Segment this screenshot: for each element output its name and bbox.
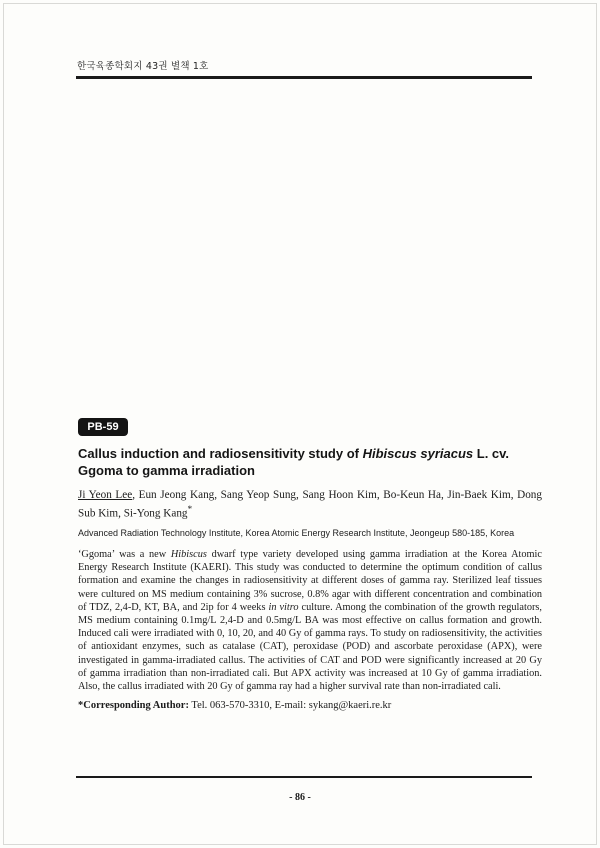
page-number: - 86 - (289, 792, 311, 803)
co-authors: , Eun Jeong Kang, Sang Yeop Sung, Sang Hoon Kim, Bo-Keun Ha, Jin-Baek Kim, Dong Sub Kim, Si-Yong Kang (78, 489, 542, 520)
abstract-part1: ‘Ggoma’ was a new (78, 549, 171, 560)
author-list (78, 488, 542, 522)
abstract-part3: culture. Among the combination of the growth regulators, MS medium containing 0.1mg/L 2,4-D and 0.5mg/L BA was most effective on callus formation and growth. Induced cali were irradiated with 0, 10, 20, and 40 Gy of gamma rays. To study on radiosensitivity, the activities of antioxidant enzymes, such as catalase (CAT), peroxidase (POD) and ascorbate peroxidase (APX), were investigated in gamma-irradiated callus. The activities of CAT and POD were significantly increased at 20 Gy of gamma irradiation than non-irradiated cali. But APX activity was increased at 10 Gy of gamma irradiation. Also, the callus irradiated with 20 Gy of gamma ray had a higher survival rate than non-irradiated cali. (78, 601, 542, 693)
title-part1: Callus induction and radiosensitivity study of (78, 446, 363, 461)
journal-header: 한국육종학회지 43권 별책 1호 (77, 61, 209, 72)
contact-label: *Corresponding Author: (78, 700, 189, 711)
corresponding-author (78, 700, 548, 711)
affiliation: Advanced Radiation Technology Institute, Korea Atomic Energy Research Institute, Jeongeup 580-185, Korea (78, 528, 515, 538)
abstract (78, 548, 542, 693)
title-species: Hibiscus syriacus (362, 446, 474, 461)
contact-text: Tel. 063-570-3310, E-mail: sykang@kaeri.re.kr (188, 700, 392, 711)
title-part2: L. cv. Ggoma to gamma irradiation (78, 446, 510, 478)
abstract-genus: Hibiscus (170, 549, 207, 560)
abstract-invitro: in vitro (268, 601, 299, 613)
abstract-part2: dwarf type variety developed using gamma irradiation at the Korea Atomic Energy Research Institute (KAERI). This study was conducted to determine the optimum condition of callus formation and examine the changes in radiosensitivity at different doses of gamma ray. Sterilized leaf tissues were cultured on MS medium containing 3% sucrose, 0.8% agar with different concentration and combination of TDZ, 2,4-D, KT, BA, and 2ip for 4 weeks (78, 549, 542, 613)
corresponding-mark: * (187, 505, 193, 515)
lead-author: Ji Yeon Lee (78, 489, 133, 501)
session-badge: PB-59 (78, 418, 128, 436)
footer-rule (76, 776, 532, 778)
header-rule (76, 76, 532, 79)
paper-title (78, 445, 548, 479)
